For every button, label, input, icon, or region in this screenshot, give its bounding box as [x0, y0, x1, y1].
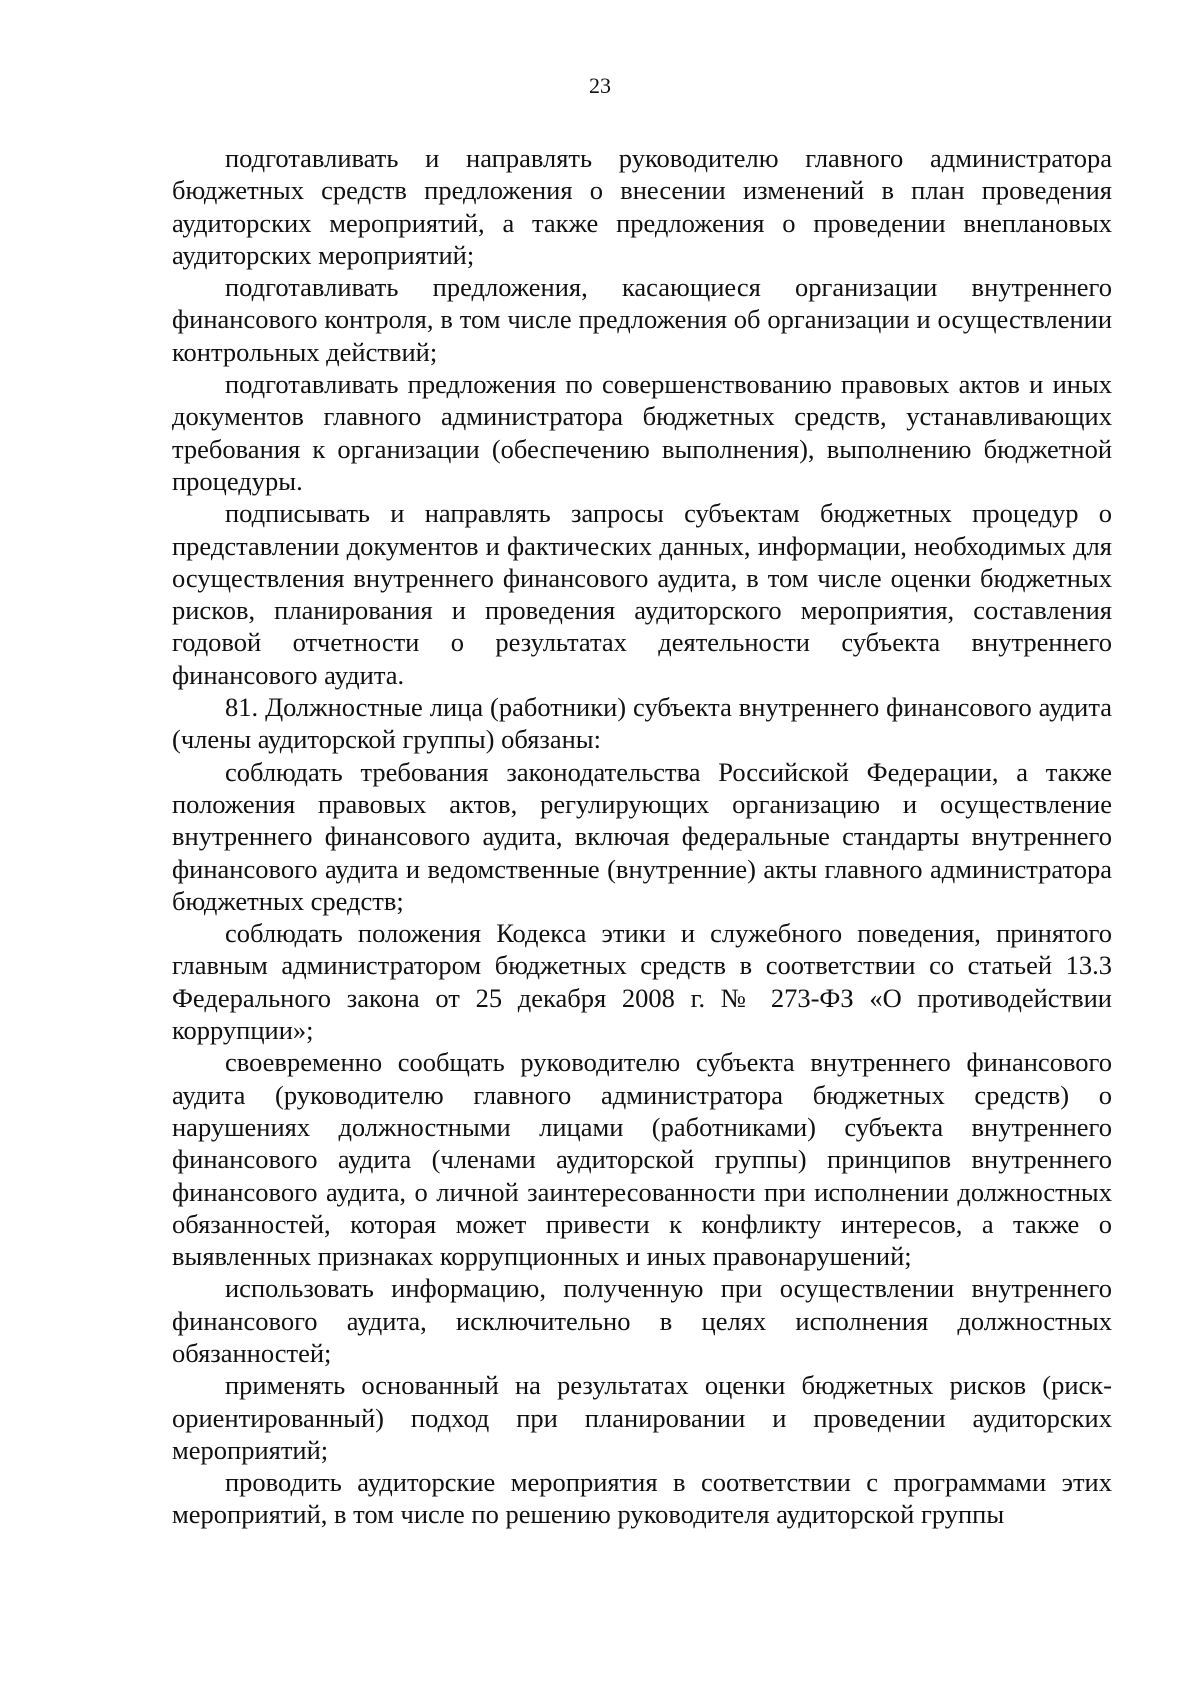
paragraph: проводить аудиторские мероприятия в соответствии с программами этих мероприятий, в том числе по решению руководителя аудиторской группы [172, 1467, 1112, 1530]
paragraph: применять основанный на результатах оценки бюджетных рисков (риск-ориентированный) подход при планировании и проведении аудиторских мероприятий; [172, 1370, 1112, 1465]
page-number: 23 [589, 73, 611, 98]
paragraph: соблюдать требования законодательства Российской Федерации, а также положения правовых актов, регулирующих организацию и осуществление внутреннего финансового аудита, включая федеральные стандарты внутреннего финансового аудита и ведомственные (внутренние) акты главного администратора бюджетных средств; [172, 756, 1112, 916]
paragraph: подготавливать предложения, касающиеся организации внутреннего финансового контроля, в том числе предложения об организации и осуществлении контрольных действий; [172, 272, 1112, 367]
document-body [172, 142, 1112, 1531]
paragraph: соблюдать положения Кодекса этики и служебного поведения, принятого главным администратором бюджетных средств в соответствии со статьей 13.3 Федерального закона от 25 декабря 2008 г. № 273-ФЗ «О противодействии коррупции»; [172, 918, 1112, 1046]
paragraph-clause-81: 81. Должностные лица (работники) субъекта внутреннего финансового аудита (члены аудиторской группы) обязаны: [172, 692, 1112, 755]
paragraph: подписывать и направлять запросы субъектам бюджетных процедур о представлении документов и фактических данных, информации, необходимых для осуществления внутреннего финансового аудита, в том числе оценки бюджетных рисков, планирования и проведения аудиторского мероприятия, составления годовой отчетности о результатах деятельности субъекта внутреннего финансового аудита. [172, 498, 1112, 690]
paragraph: подготавливать предложения по совершенствованию правовых актов и иных документов главного администратора бюджетных средств, устанавливающих требования к организации (обеспечению выполнения), выполнению бюджетной процедуры. [172, 369, 1112, 496]
paragraph: подготавливать и направлять руководителю главного администратора бюджетных средств предложения о внесении изменений в план проведения аудиторских мероприятий, а также предложения о проведении внеплановых аудиторских мероприятий; [172, 143, 1112, 270]
paragraph: использовать информацию, полученную при осуществлении внутреннего финансового аудита, исключительно в целях исполнения должностных обязанностей; [172, 1273, 1112, 1368]
paragraph: своевременно сообщать руководителю субъекта внутреннего финансового аудита (руководителю главного администратора бюджетных средств) о нарушениях должностными лицами (работниками) субъекта внутреннего финансового аудита (членами аудиторской группы) принципов внутреннего финансового аудита, о личной заинтересованности при исполнении должностных обязанностей, которая может привести к конфликту интересов, а также о выявленных признаках коррупционных и иных правонарушений; [172, 1047, 1112, 1272]
